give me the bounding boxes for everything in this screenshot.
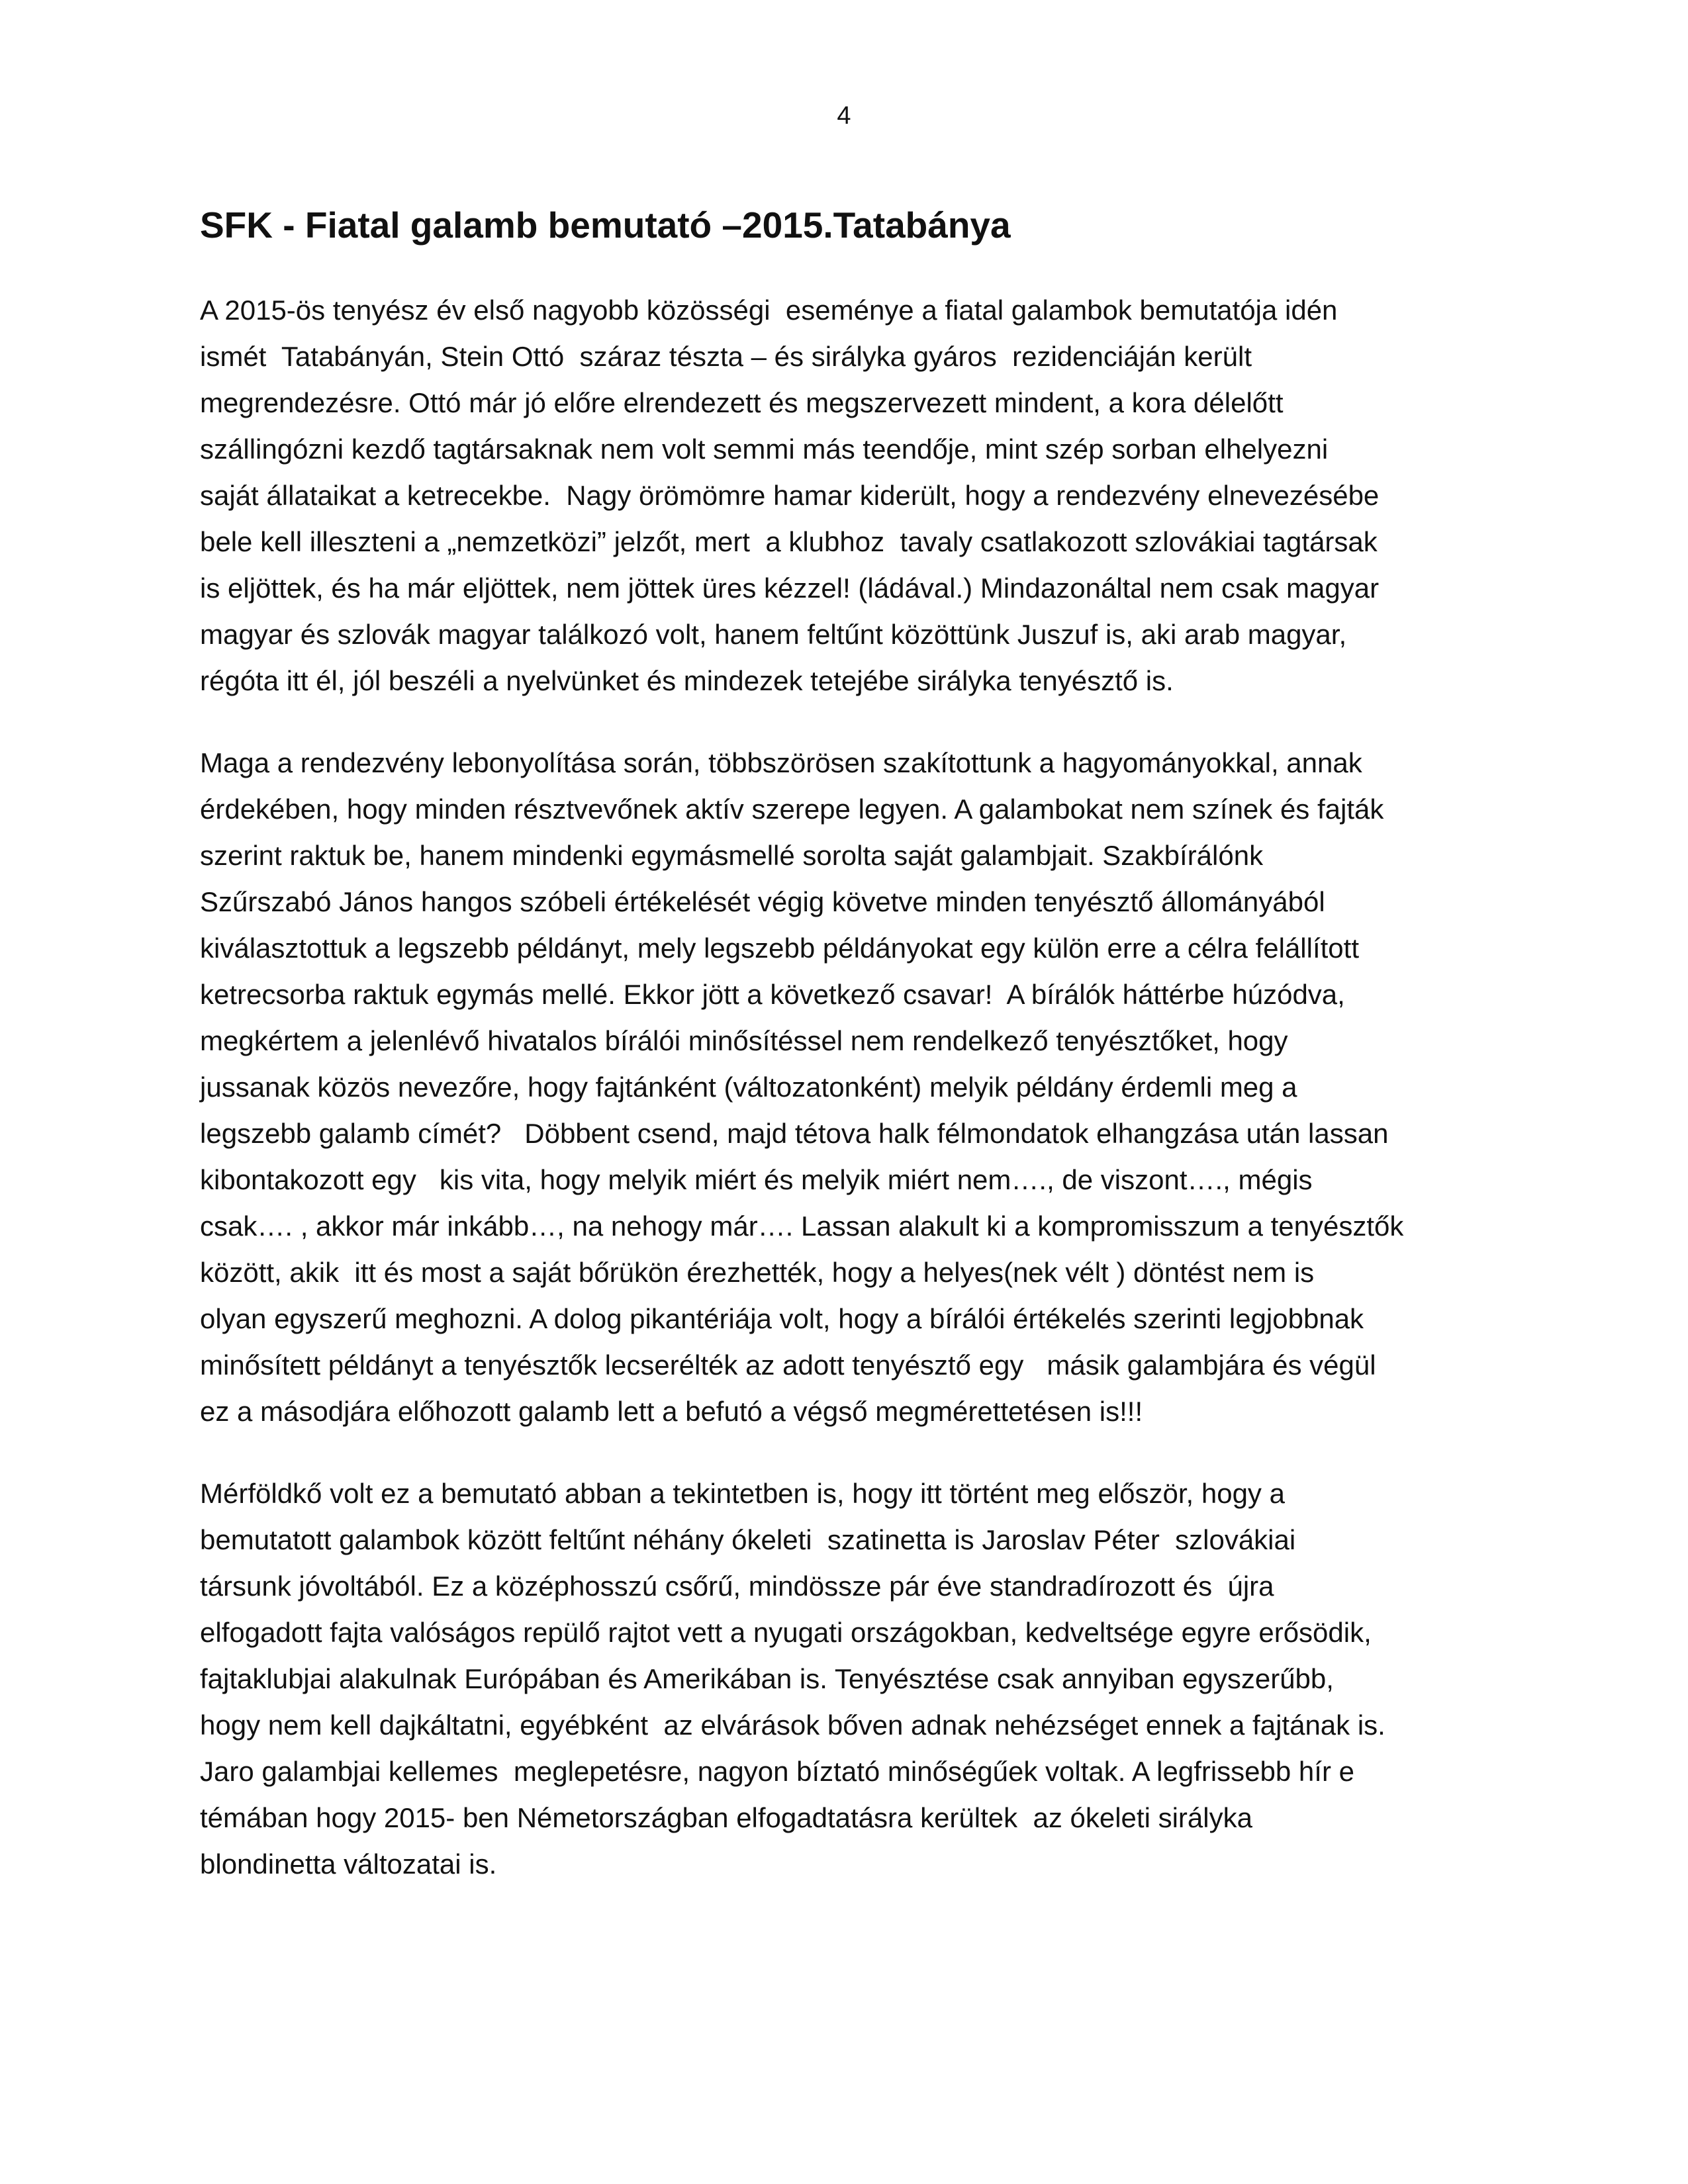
- text-line: csak…. , akkor már inkább…, na nehogy már…. Lassan alakult ki a kompromisszum a tenyésztők: [200, 1210, 1404, 1242]
- page-number: 4: [837, 102, 851, 130]
- text-line: megrendezésre. Ottó már jó előre elrendezett és megszervezett mindent, a kora délelőtt: [200, 387, 1284, 418]
- paragraph: [200, 1471, 1497, 1888]
- text-line: ketrecsorba raktuk egymás mellé. Ekkor jött a következő csavar! A bírálók háttérbe húzódva,: [200, 979, 1345, 1010]
- text-line: bemutatott galambok között feltűnt néhány ókeleti szatinetta is Jaroslav Péter szlovákiai: [200, 1524, 1296, 1555]
- text-line: társunk jóvoltából. Ez a középhosszú csőrű, mindössze pár éve standradírozott és újra: [200, 1570, 1274, 1602]
- text-line: Szűrszabó János hangos szóbeli értékelését végig követve minden tenyésztő állományából: [200, 886, 1325, 917]
- article-body: [200, 287, 1497, 1888]
- article-title: SFK - Fiatal galamb bemutató –2015.Tatabánya: [200, 205, 1011, 246]
- text-line: jussanak közös nevezőre, hogy fajtánként (változatonként) melyik példány érdemli meg a: [200, 1071, 1297, 1103]
- text-line: szállingózni kezdő tagtársaknak nem volt semmi más teendője, mint szép sorban elhelyezni: [200, 433, 1329, 465]
- text-line: hogy nem kell dajkáltatni, egyébként az elvárások bőven adnak nehézséget ennek a fajtának is.: [200, 1709, 1385, 1741]
- text-line: között, akik itt és most a saját bőrükön érezhették, hogy a helyes(nek vélt ) döntést nem is: [200, 1257, 1315, 1288]
- article: [200, 199, 1497, 1923]
- text-line: legszebb galamb címét? Döbbent csend, majd tétova halk félmondatok elhangzása után lassan: [200, 1118, 1389, 1149]
- text-line: témában hogy 2015- ben Németországban elfogadtatásra kerültek az ókeleti sirályka: [200, 1802, 1252, 1833]
- text-line: Mérföldkő volt ez a bemutató abban a tekintetben is, hogy itt történt meg először, hogy a: [200, 1478, 1285, 1509]
- text-line: ez a másodjára előhozott galamb lett a befutó a végső megmérettetésen is!!!: [200, 1396, 1143, 1427]
- text-line: magyar és szlovák magyar találkozó volt, hanem feltűnt közöttünk Juszuf is, aki arab magyar,: [200, 619, 1347, 650]
- text-line: régóta itt él, jól beszéli a nyelvünket és mindezek tetejébe sirályka tenyésztő is.: [200, 665, 1174, 696]
- text-line: bele kell illeszteni a „nemzetközi” jelzőt, mert a klubhoz tavaly csatlakozott szlovákiai tagtársak: [200, 526, 1378, 557]
- text-line: kiválasztottuk a legszebb példányt, mely legszebb példányokat egy külön erre a célra felállított: [200, 933, 1359, 964]
- text-line: saját állataikat a ketrecekbe. Nagy örömömre hamar kiderült, hogy a rendezvény elnevezésébe: [200, 480, 1380, 511]
- paragraph: [200, 740, 1497, 1435]
- text-line: fajtaklubjai alakulnak Európában és Amerikában is. Tenyésztése csak annyiban egyszerűbb,: [200, 1663, 1334, 1694]
- text-line: blondinetta változatai is.: [200, 1848, 497, 1880]
- paragraph: [200, 287, 1497, 704]
- text-line: olyan egyszerű meghozni. A dolog pikantériája volt, hogy a bírálói értékelés szerinti legjobbnak: [200, 1303, 1364, 1334]
- text-line: Jaro galambjai kellemes meglepetésre, nagyon bíztató minőségűek voltak. A legfrissebb hír e: [200, 1756, 1354, 1787]
- text-line: érdekében, hogy minden résztvevőnek aktív szerepe legyen. A galambokat nem színek és fajták: [200, 794, 1384, 825]
- text-line: szerint raktuk be, hanem mindenki egymásmellé sorolta saját galambjait. Szakbírálónk: [200, 840, 1264, 871]
- text-line: ismét Tatabányán, Stein Ottó száraz tészta – és sirályka gyáros rezidenciáján került: [200, 341, 1252, 372]
- text-line: minősített példányt a tenyésztők lecserélték az adott tenyésztő egy másik galambjára és végül: [200, 1349, 1376, 1381]
- text-line: kibontakozott egy kis vita, hogy melyik miért és melyik miért nem…., de viszont…., mégis: [200, 1164, 1313, 1195]
- text-line: megkértem a jelenlévő hivatalos bírálói minősítéssel nem rendelkező tenyésztőket, hogy: [200, 1025, 1288, 1056]
- text-line: A 2015-ös tenyész év első nagyobb közösségi eseménye a fiatal galambok bemutatója idén: [200, 295, 1338, 326]
- text-line: Maga a rendezvény lebonyolítása során, többszörösen szakítottunk a hagyományokkal, annak: [200, 747, 1362, 778]
- text-line: elfogadott fajta valóságos repülő rajtot vett a nyugati országokban, kedveltsége egyre erősödik,: [200, 1617, 1372, 1648]
- text-line: is eljöttek, és ha már eljöttek, nem jöttek üres kézzel! (ládával.) Mindazonáltal nem csak magyar: [200, 572, 1380, 604]
